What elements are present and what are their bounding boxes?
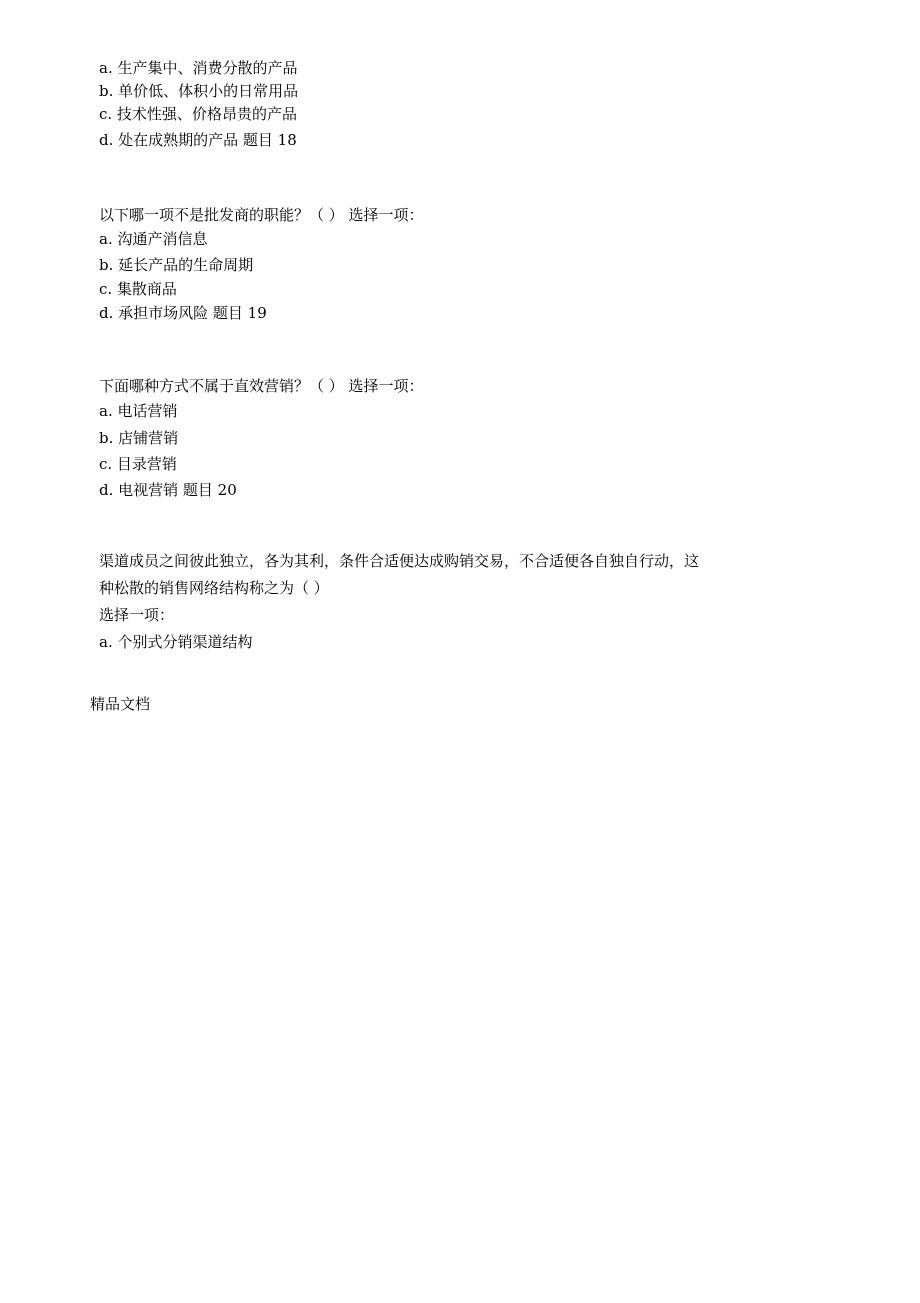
q18-option-d: d. 承担市场风险 题目 19 xyxy=(99,304,267,322)
q17-option-d: d. 处在成熟期的产品 题目 18 xyxy=(99,131,297,149)
q17-option-c: c. 技术性强、价格昂贵的产品 xyxy=(99,105,297,123)
q20-stem-line-2: 种松散的销售网络结构称之为（ ） xyxy=(99,579,329,597)
q17-option-b: b. 单价低、体积小的日常用品 xyxy=(99,82,299,100)
document-footer: 精品文档 xyxy=(90,695,151,713)
q19-option-c: c. 目录营销 xyxy=(99,455,177,473)
q18-stem: 以下哪一项不是批发商的职能？（ ） 选择一项： xyxy=(99,206,424,224)
q18-option-b: b. 延长产品的生命周期 xyxy=(99,256,254,274)
q19-option-a: a. 电话营销 xyxy=(99,402,178,420)
q18-option-c: c. 集散商品 xyxy=(99,280,177,298)
q20-stem-line-1: 渠道成员之间彼此独立，各为其利，条件合适便达成购销交易，不合适便各自独自行动，这 xyxy=(99,552,700,570)
q19-option-b: b. 店铺营销 xyxy=(99,429,179,447)
q19-option-d: d. 电视营销 题目 20 xyxy=(99,481,237,499)
q20-option-a: a. 个别式分销渠道结构 xyxy=(99,633,253,651)
q18-option-a: a. 沟通产消信息 xyxy=(99,230,208,248)
q20-choose-prompt: 选择一项： xyxy=(99,606,175,624)
q17-option-a: a. 生产集中、消费分散的产品 xyxy=(99,59,298,77)
q19-stem: 下面哪种方式不属于直效营销？（ ） 选择一项： xyxy=(99,377,424,395)
